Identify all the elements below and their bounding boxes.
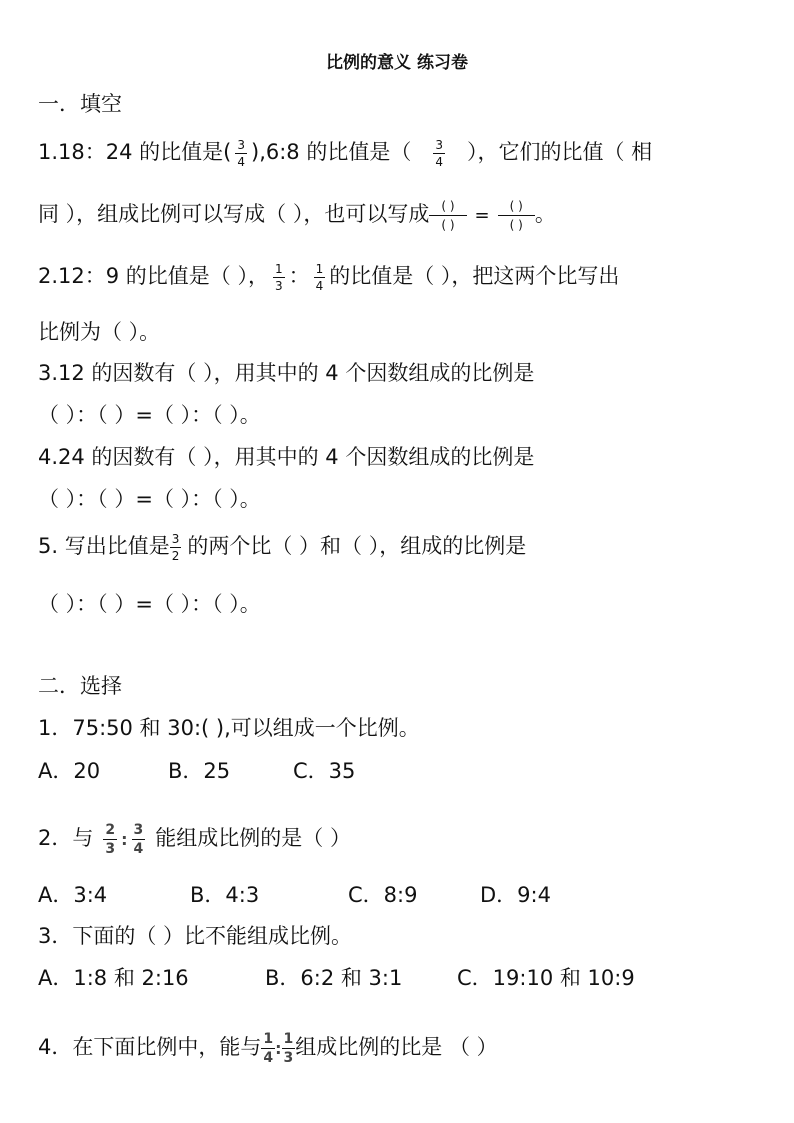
c2-text-a: 2．与 [38,826,94,850]
choice-question-3: 3．下面的（ ）比不能组成比例。 [38,924,353,948]
section-heading-fill-blank: 一．填空 [38,92,122,116]
q1-text-d: 同 ），组成比例可以写成（ ），也可以写成 [38,202,430,226]
page-title: 比例的意义 练习卷 [326,53,468,73]
choice-2-option-d[interactable]: D．9:4 [480,883,551,907]
question-1-line-2 [38,198,556,231]
choice-1-option-a[interactable]: A．20 [38,759,101,783]
choice-2-option-c[interactable]: C．8:9 [348,883,418,907]
choice-question-1: 1．75:50 和 30:( ),可以组成一个比例。 [38,716,420,740]
choice-1-option-b[interactable]: B．25 [168,759,231,783]
c4-fraction-2: $\frac{1}{3}$ [283,1030,294,1066]
choice-3-option-c[interactable]: C．19:10 和 10:9 [457,966,635,990]
q5-text-a: 5. 写出比值是 [38,534,170,558]
q1-text-c: ），它们的比值（ 相 [466,140,653,164]
q5-fraction: $\frac{3}{2}$ [171,531,180,563]
question-3-line-1: 3.12 的因数有（ ），用其中的 4 个因数组成的比例是 [38,361,535,385]
c2-fraction-1: $\frac{2}{3}$ [105,821,116,857]
section-heading-choice: 二．选择 [38,674,122,698]
q1-blank-fraction-2: ( ) ( ) [498,200,535,231]
q2-fraction-1: $\frac{1}{3}$ [274,261,283,293]
choice-question-2 [38,822,351,856]
q1-text-a: 1.18：24 的比值是( [38,140,232,164]
choice-question-4 [38,1031,498,1065]
question-4-line-2: （ ）：（ ）=（ ）：（ ）。 [38,487,261,511]
question-3-line-2: （ ）：（ ）=（ ）：（ ）。 [38,403,261,427]
choice-2-option-a[interactable]: A．3:4 [38,883,108,907]
c2-text-b: 能组成比例的是（ ） [155,826,351,850]
question-1-line-1 [38,136,652,168]
q2-colon: ： [288,264,310,288]
q1-text-b: ),6:8 的比值是（ [251,140,412,164]
q5-text-b: 的两个比（ ）和（ ），组成的比例是 [187,534,527,558]
q1-fraction-1: $\frac{3}{4}$ [237,137,245,169]
q1-end: 。 [534,202,556,226]
q2-fraction-2: $\frac{1}{4}$ [315,261,324,293]
question-5-line-2: （ ）：（ ）=（ ）：（ ）。 [38,592,261,616]
q2-text-b: 的比值是（ ），把这两个比写出 [329,264,620,288]
question-2-line-2: 比例为（ ）。 [38,320,161,344]
q2-text-a: 2.12：9 的比值是（ ）， [38,264,269,288]
question-4-line-1: 4.24 的因数有（ ），用其中的 4 个因数组成的比例是 [38,445,535,469]
choice-3-option-a[interactable]: A．1:8 和 2:16 [38,966,189,990]
choice-1-option-c[interactable]: C．35 [293,759,356,783]
c4-text-b: 组成比例的比是 （ ） [295,1035,498,1059]
choice-3-option-b[interactable]: B．6:2 和 3:1 [265,966,403,990]
c4-fraction-1: $\frac{1}{4}$ [263,1030,274,1066]
c4-colon: : [275,1039,282,1058]
q1-blank-fraction-1: ( ) ( ) [429,200,466,231]
choice-2-option-b[interactable]: B．4:3 [190,883,260,907]
c2-colon: : [121,830,128,849]
c4-text-a: 4．在下面比例中，能与 [38,1035,262,1059]
question-5-line-1 [38,530,526,562]
question-2-line-1 [38,260,619,292]
c2-fraction-2: $\frac{3}{4}$ [133,821,144,857]
q1-equals: = [474,205,490,226]
q1-fraction-2: $\frac{3}{4}$ [435,137,443,169]
